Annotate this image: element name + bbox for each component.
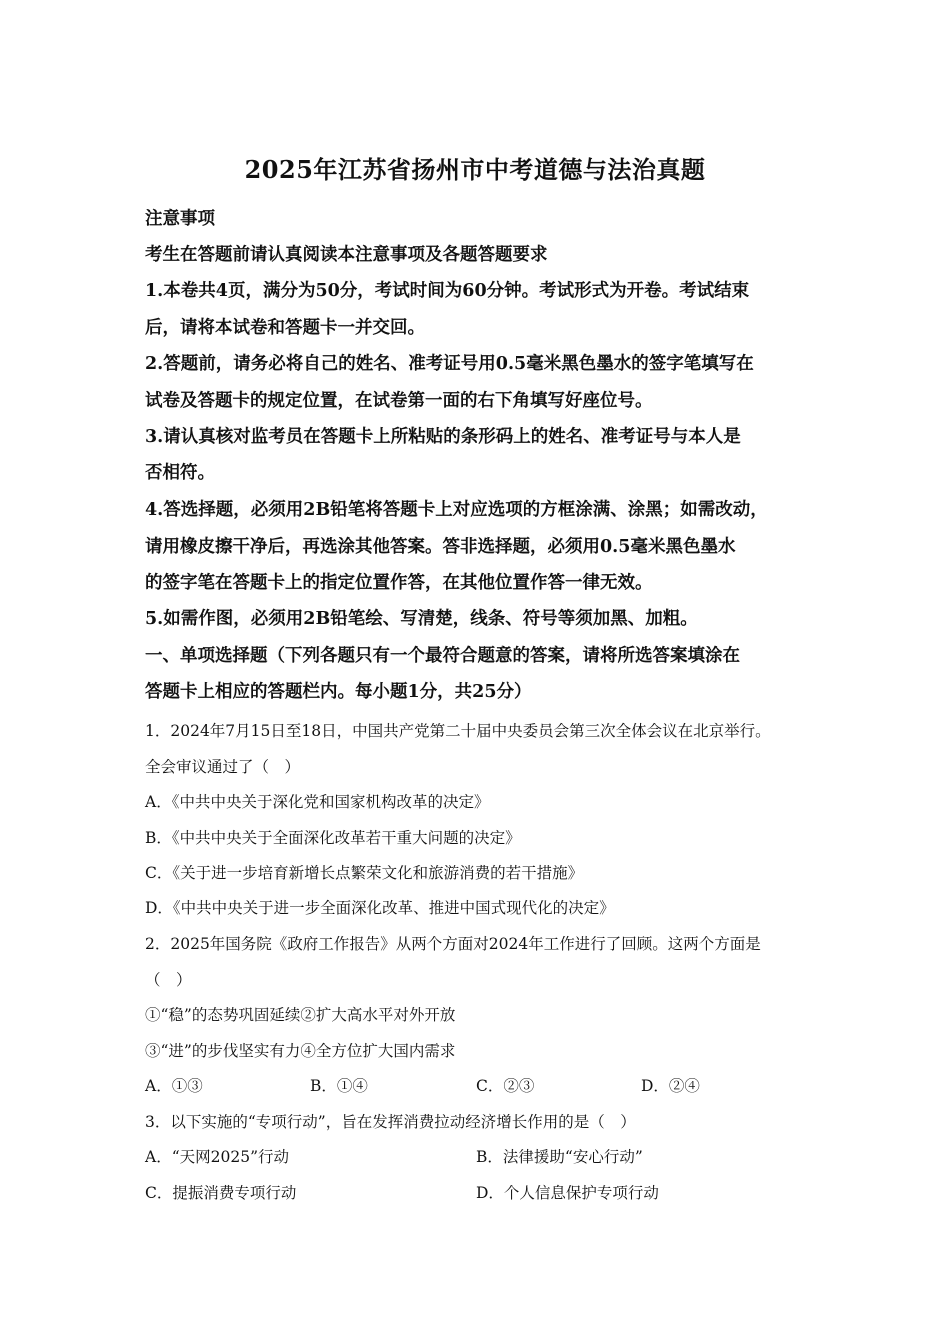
q2-option-c: C．②③ — [476, 1077, 535, 1095]
q1-option-d: D．《中共中央关于进一步全面深化改革、推进中国式现代化的决定》 — [145, 899, 615, 917]
q2-statement: ①“稳”的态势巩固延续②扩大高水平对外开放 — [145, 1006, 456, 1024]
page-title: 2025年江苏省扬州市中考道德与法治真题 — [244, 155, 706, 184]
q2-stem-cont: （ ） — [145, 971, 192, 989]
notice-line: 的签字笔在答题卡上的指定位置作答，在其他位置作答一律无效。 — [145, 573, 653, 593]
q3-stem: 3．以下实施的“专项行动”，旨在发挥消费拉动经济增长作用的是（ ） — [145, 1113, 636, 1131]
notice-line: 试卷及答题卡的规定位置，在试卷第一面的右下角填写好座位号。 — [145, 391, 653, 411]
q3-option-d: D．个人信息保护专项行动 — [476, 1184, 659, 1202]
notice-line: 3.请认真核对监考员在答题卡上所粘贴的条形码上的姓名、准考证号与本人是 — [145, 427, 741, 447]
notice-line: 1.本卷共4页，满分为50分，考试时间为60分钟。考试形式为开卷。考试结束 — [145, 281, 750, 301]
notice-heading: 注意事项 — [145, 209, 215, 229]
q1-option-b: B．《中共中央关于全面深化改革若干重大问题的决定》 — [145, 829, 521, 847]
notice-line: 请用橡皮擦干净后，再选涂其他答案。答非选择题，必须用0.5毫米黑色墨水 — [145, 537, 736, 557]
section-heading: 一、单项选择题（下列各题只有一个最符合题意的答案，请将所选答案填涂在 — [145, 646, 740, 666]
notice-line: 2.答题前，请务必将自己的姓名、准考证号用0.5毫米黑色墨水的签字笔填写在 — [145, 354, 754, 374]
q2-option-a: A．①③ — [145, 1077, 203, 1095]
notice-line: 后，请将本试卷和答题卡一并交回。 — [145, 318, 425, 338]
q3-option-c: C．提振消费专项行动 — [145, 1184, 297, 1202]
q1-stem: 1．2024年7月15日至18日，中国共产党第二十届中央委员会第三次全体会议在北京举行。 — [145, 722, 771, 740]
q1-option-a: A．《中共中央关于深化党和国家机构改革的决定》 — [145, 793, 490, 811]
notice-intro: 考生在答题前请认真阅读本注意事项及各题答题要求 — [145, 245, 548, 265]
notice-line: 否相符。 — [145, 463, 215, 483]
q3-option-b: B．法律援助“安心行动” — [476, 1148, 643, 1166]
notice-line: 4.答选择题，必须用2B铅笔将答题卡上对应选项的方框涂满、涂黑；如需改动， — [145, 500, 768, 520]
section-heading-cont: 答题卡上相应的答题栏内。每小题1分，共25分） — [145, 682, 532, 702]
q3-option-a: A．“天网2025”行动 — [145, 1148, 289, 1166]
q2-option-d: D．②④ — [641, 1077, 700, 1095]
q1-stem-cont: 全会审议通过了（ ） — [145, 758, 301, 776]
q1-option-c: C．《关于进一步培育新增长点繁荣文化和旅游消费的若干措施》 — [145, 864, 584, 882]
notice-line: 5.如需作图，必须用2B铅笔绘、写清楚，线条、符号等须加黑、加粗。 — [145, 609, 698, 629]
q2-option-b: B．①④ — [310, 1077, 368, 1095]
q2-stem: 2．2025年国务院《政府工作报告》从两个方面对2024年工作进行了回顾。这两个方面是 — [145, 935, 761, 953]
q2-statement: ③“进”的步伐坚实有力④全方位扩大国内需求 — [145, 1042, 456, 1060]
